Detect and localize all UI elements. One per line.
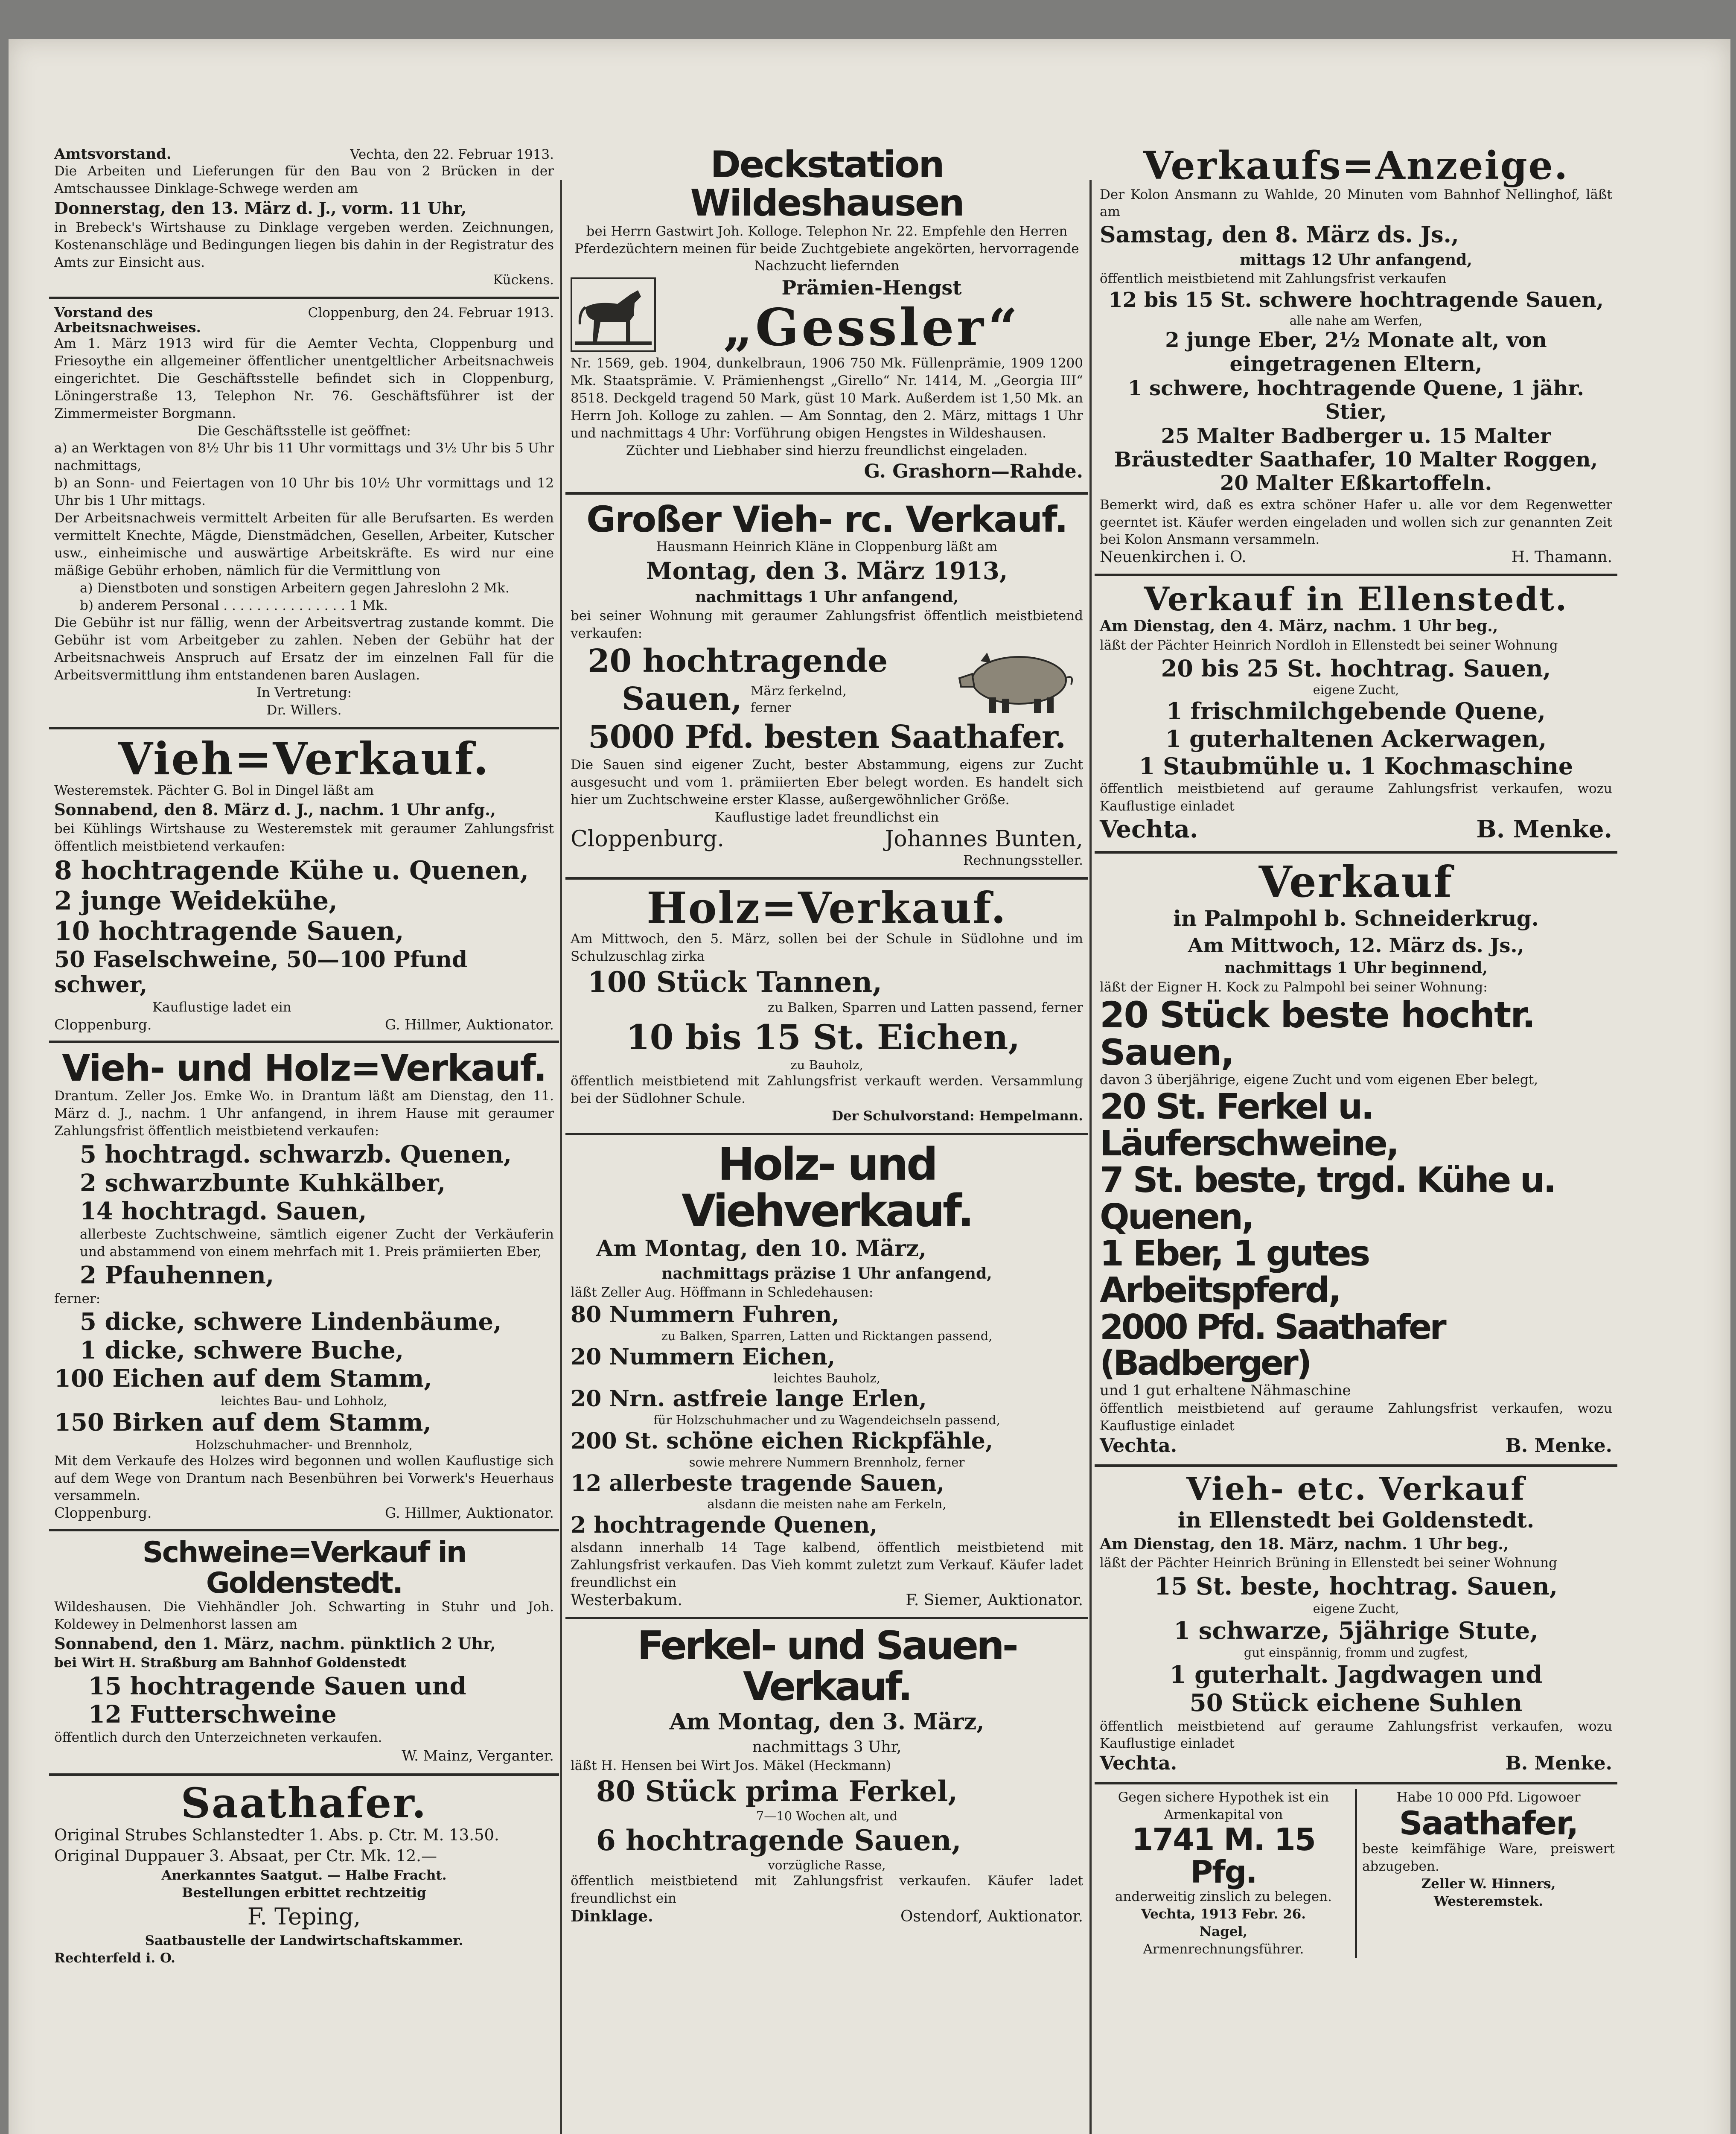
ad-item: 6 hochtragende Sauen, — [596, 1823, 961, 1857]
ad-when: Am Dienstag, den 4. März, nachm. 1 Uhr beg., — [1100, 617, 1498, 636]
ad-item: 20 Nummern Eichen, — [571, 1344, 836, 1370]
column-rule — [560, 180, 562, 2134]
ad-item: 200 St. schöne eichen Rickpfähle, — [571, 1428, 993, 1455]
ad-when: Am Mittwoch, 12. März ds. Js., — [1188, 933, 1524, 957]
ad-text: öffentlich meistbietend auf geraume Zahlungsfrist verkaufen, wozu Kauflustige einladet — [1100, 781, 1612, 814]
ad-when: Am Montag, den 3. März, — [669, 1708, 985, 1735]
ad-place: Vechta. — [1100, 1752, 1177, 1775]
ad-signature: Der Schulvorstand: Hempelmann. — [832, 1108, 1083, 1124]
ad-item: 100 Stück Tannen, — [588, 965, 883, 999]
ad-text: läßt der Pächter Heinrich Brüning in Ellenstedt bei seiner Wohnung — [1100, 1555, 1557, 1571]
ad-place: Cloppenburg. — [54, 1504, 152, 1522]
ad-item: 10 bis 15 St. Eichen, — [626, 1017, 1020, 1058]
ad-note: leichtes Bauholz, — [773, 1370, 880, 1385]
ad-text: Kauflustige ladet ein — [152, 1000, 291, 1015]
ad-note: alsdann die meisten nahe am Ferkeln, — [707, 1497, 947, 1512]
ad-item: 2 schwarzbunte Kuhkälber, — [80, 1169, 446, 1197]
ad-text: Nr. 1569, geb. 1904, dunkelbraun, 1906 750 Mk. Füllenprämie, 1909 1200 Mk. Staatsprämie. V. Prämienhengst „Girello“ Nr. 1414, M. „Georgia III“ 8518. Deckgeld tragend 50 Mark, güst 10 Mark. Außerdem ist 1,50 Mk. an Herrn Joh. Kolloge zu zahlen. — Am Sonntag, den 2. März, mittags 1 Uhr und nachmittags 4 Uhr: Vorführung obigen Hengstes in Wildeshausen. — [571, 356, 1083, 441]
ad-saathafer-hinners — [1357, 1789, 1615, 1958]
ad-place: Vechta. — [1100, 1435, 1177, 1457]
ad-text: Am 1. März 1913 wird für die Aemter Vechta, Cloppenburg und Friesoythe ein allgemeiner öffentlicher unentgeltlicher Arbeitsnachweis eingerichtet. Die Geschäftsstelle befindet sich in Cloppenburg, Löningerstraße 13, Telephon Nr. 76. Geschäftsführer ist der Zimmermeister Borgmann. — [54, 335, 554, 421]
ad-title: Großer Vieh- rc. Verkauf. — [586, 498, 1067, 540]
ad-text: Bemerkt wird, daß es extra schöner Hafer u. alle vor dem Regenwetter geerntet ist. Käufer werden eingeladen und wollen sich zur genannten Zeit bei Kolon Ansmann versammeln. — [1100, 497, 1612, 548]
ad-item: 5 dicke, schwere Lindenbäume, — [80, 1308, 502, 1336]
ad-item: 1 schwarze, 5jährige Stute, — [1174, 1616, 1538, 1645]
ad-text: Kauflustige ladet freundlichst ein — [714, 809, 939, 825]
ad-holz-vieh-verkauf — [565, 1135, 1088, 1619]
ad-signature: G. Grashorn—Rahde. — [864, 461, 1083, 483]
ad-signature: G. Hillmer, Auktionator. — [384, 1504, 554, 1522]
ad-item: 150 Birken auf dem Stamm, — [54, 1408, 431, 1437]
ad-place: Neuenkirchen i. O. — [1100, 548, 1247, 566]
ad-item: 14 hochtragd. Sauen, — [80, 1197, 367, 1225]
ad-when: Donnerstag, den 13. März d. J., vorm. 11 Uhr, — [54, 198, 467, 218]
ad-item: 20 bis 25 St. hochtrag. Sauen, — [1161, 654, 1551, 682]
ad-text: bei Wirt H. Straßburg am Bahnhof Goldenstedt — [54, 1655, 406, 1670]
ad-place: Dinklage. — [571, 1907, 653, 1926]
ad-item: 1 frischmilchgebende Quene, — [1166, 697, 1546, 725]
ad-ferkel-sauen-verkauf — [565, 1619, 1088, 1933]
ad-note: vorzügliche Rasse, — [768, 1857, 886, 1872]
ad-item: 2000 Pfd. Saathafer (Badberger) — [1100, 1307, 1445, 1383]
ad-text: beste keimfähige Ware, preiswert abzugeben. — [1362, 1841, 1615, 1874]
column-right — [1095, 140, 1617, 2134]
ad-text: Züchter und Liebhaber sind hierzu freundlichst eingeladen. — [626, 443, 1028, 458]
ad-text: in Brebeck's Wirtshause zu Dinklage vergeben werden. Zeichnungen, Kostenanschläge und Bedingungen liegen bis dahin in der Registratur des Amts zur Einsicht aus. — [54, 219, 554, 270]
ad-item: 50 Stück eichene Suhlen — [1189, 1689, 1523, 1717]
ad-signature-role: Rechnungssteller. — [963, 852, 1083, 868]
ad-text: Die Arbeiten und Lieferungen für den Bau von 2 Brücken in der Amtschaussee Dinklage-Schwege werden am — [54, 163, 554, 196]
ad-text: läßt der Pächter Heinrich Nordloh in Ellenstedt bei seiner Wohnung — [1100, 637, 1558, 653]
ad-signature: Nagel, — [1199, 1924, 1248, 1940]
ad-text: Bestellungen erbittet rechtzeitig — [182, 1885, 426, 1901]
ad-title: Verkauf in Ellenstedt. — [1144, 580, 1568, 618]
ad-item: 2 Pfauhennen, — [80, 1261, 274, 1290]
ad-place: Cloppenburg. — [54, 1016, 152, 1033]
ad-note: Holzschuhmacher- und Brennholz, — [195, 1437, 413, 1452]
ad-note: eigene Zucht, — [1313, 682, 1399, 697]
ad-when: nachmittags 1 Uhr beginnend, — [1224, 959, 1488, 977]
ad-signature: Johannes Bunten, — [885, 826, 1083, 852]
ad-signature: Kückens. — [493, 272, 554, 288]
ad-signature: In Vertretung: — [256, 685, 352, 701]
ad-signature: Dr. Willers. — [266, 703, 342, 718]
ad-when: Am Montag, den 10. März, — [596, 1236, 927, 1262]
ad-saathafer-teping — [49, 1776, 559, 1974]
ad-note: davon 3 überjährige, eigene Zucht und vom eigenen Eber belegt, — [1100, 1072, 1538, 1088]
ad-note: leichtes Bau- und Lohholz, — [221, 1393, 387, 1408]
ad-note: ferner: — [54, 1291, 101, 1306]
ad-date: Vechta, 1913 Febr. 26. — [1141, 1907, 1306, 1922]
ad-item: Sauen, — [622, 680, 742, 717]
ad-when: Montag, den 3. März 1913, — [646, 557, 1008, 585]
small-ads-row — [1095, 1784, 1617, 1958]
ad-text: öffentlich meistbietend mit Zahlungsfrist verkauft werden. Versammlung bei der Südlohner Schule. — [571, 1073, 1083, 1106]
ad-item: 12 Futterschweine — [88, 1700, 337, 1729]
ad-note: alsdann innerhalb 14 Tage kalbend, öffentlich meistbietend mit Zahlungsfrist verkaufen. Das Vieh kommt zuletzt zum Verkauf. Käufer ladet freundlichst ein — [571, 1540, 1083, 1590]
ad-title: Holz- und Viehverkauf. — [682, 1138, 972, 1237]
ad-item: 80 Stück prima Ferkel, — [596, 1774, 958, 1808]
ad-text: Hausmann Heinrich Kläne in Cloppenburg läßt am — [656, 539, 998, 554]
ad-note: gut einspännig, fromm und zugfest, — [1244, 1645, 1468, 1660]
ad-text: öffentlich durch den Unterzeichneten verkaufen. — [54, 1730, 382, 1746]
ad-item: 1 guterhalt. Jagdwagen und — [1169, 1660, 1543, 1689]
ad-item: 2 junge Eber, 2½ Monate alt, von eingetragenen Eltern, — [1165, 328, 1547, 376]
ad-note: allerbeste Zuchtschweine, sämtlich eigener Zucht der Verkäuferin und abstammend von einem mehrfach mit 1. Preis prämiierten Eber, — [80, 1227, 554, 1260]
horse-icon — [571, 277, 656, 352]
ad-signature: G. Hillmer, Auktionator. — [384, 1016, 554, 1033]
ad-text: öffentlich meistbietend mit Zahlungsfrist verkaufen. Käufer ladet freundlichst ein — [571, 1873, 1083, 1907]
ad-when: nachmittags 3 Uhr, — [752, 1738, 902, 1756]
ad-text: anderweitig zinslich zu belegen. — [1115, 1889, 1332, 1905]
ad-text: Saatbaustelle der Landwirtschaftskammer. — [145, 1933, 463, 1948]
ad-text: Der Kolon Ansmann zu Wahlde, 20 Minuten vom Bahnhof Nellinghof, läßt am — [1100, 187, 1612, 220]
ad-subtitle: in Ellenstedt bei Goldenstedt. — [1177, 1507, 1535, 1533]
ad-title: Holz=Verkauf. — [647, 882, 1007, 933]
ad-signature: Ostendorf, Auktionator. — [900, 1908, 1083, 1926]
ad-list-item: a) Dienstboten und sonstigen Arbeitern gegen Jahreslohn 2 Mk. — [80, 580, 510, 596]
ad-item: 15 hochtragende Sauen und — [88, 1672, 466, 1700]
ad-when: mittags 12 Uhr anfangend, — [1240, 251, 1472, 269]
ad-arbeitsnachweis — [49, 299, 559, 729]
ad-list-item: a) an Werktagen von 8½ Uhr bis 11 Uhr vormittags und 3½ Uhr bis 5 Uhr nachmittags, — [54, 440, 554, 474]
ad-when: nachmittags 1 Uhr anfangend, — [695, 588, 958, 606]
ad-text: Gegen sichere Hypothek ist ein Armenkapital von — [1118, 1790, 1329, 1823]
ad-text: öffentlich meistbietend auf geraume Zahlungsfrist verkaufen, wozu Kauflustige einladet — [1100, 1718, 1612, 1752]
ad-text: Die Sauen sind eigener Zucht, bester Abstammung, eigens zur Zucht ausgesucht und vom 1. prämiierten Eber belegt worden. Es handelt sich hier um Zuchtschweine erster Klasse, außergewöhnlicher Größe. — [571, 757, 1083, 808]
ad-text: öffentlich meistbietend mit Zahlungsfrist verkaufen — [1100, 271, 1447, 287]
ad-grosser-vieh-verkauf — [565, 495, 1088, 880]
ad-when: nachmittags präzise 1 Uhr anfangend, — [661, 1264, 992, 1283]
ad-note: zu Balken, Sparren und Latten passend, ferner — [767, 1000, 1083, 1016]
ad-title: Ferkel- und Sauen-Verkauf. — [637, 1622, 1017, 1710]
ad-subtitle: in Palmpohl b. Schneiderkrug. — [1173, 905, 1539, 931]
ad-item: 12 allerbeste tragende Sauen, — [571, 1470, 945, 1496]
ad-note: zu Balken, Sparren, Latten und Ricktangen passend, — [661, 1329, 993, 1344]
ad-org: Amtsvorstand. — [54, 146, 172, 163]
ad-place: Vechta. — [1100, 815, 1198, 843]
ad-title: Schweine=Verkauf in Goldenstedt. — [142, 1536, 466, 1600]
ad-title: Verkauf — [1258, 856, 1453, 907]
ad-schweine-verkauf — [49, 1531, 559, 1776]
ad-text: bei Herrn Gastwirt Joh. Kolloge. Telephon Nr. 22. Empfehle den Herren Pferdezüchtern meinen für beide Zuchtgebiete angekörten, hervorragende Nachzucht liefernden — [574, 223, 1079, 274]
ad-item: 1 dicke, schwere Buche, — [80, 1336, 404, 1364]
ad-signature: B. Menke. — [1505, 1435, 1612, 1457]
ad-text: Habe 10 000 Pfd. Ligowoer — [1396, 1790, 1581, 1805]
ad-item: 2 junge Weidekühe, — [54, 886, 338, 916]
ad-item: 20 Stück beste hochtr. Sauen, — [1100, 994, 1535, 1073]
ad-list-item: b) an Sonn- und Feiertagen von 10 Uhr bis 10½ Uhr vormittags und 12 Uhr bis 1 Uhr mittags. — [54, 475, 554, 509]
ad-text: Am Mittwoch, den 5. März, sollen bei der Schule in Südlohne und im Schulzuschlag zirka — [571, 931, 1083, 964]
ad-place: Rechterfeld i. O. — [54, 1950, 175, 1966]
ad-place: Westeremstek. — [1433, 1893, 1544, 1909]
ad-vieh-holz-verkauf — [49, 1043, 559, 1531]
ad-text: Drantum. Zeller Jos. Emke Wo. in Drantum läßt am Dienstag, den 11. März d. J., nachm. 1 Uhr anfangend, in ihrem Hause mit geraumer Zahlungsfrist öffentlich meistbietend verkaufen: — [54, 1088, 554, 1139]
ad-verkauf-palmpohl — [1095, 854, 1617, 1467]
ad-title: „Gessler“ — [723, 297, 1020, 358]
ad-verkaufs-anzeige — [1095, 140, 1617, 576]
ad-vieh-verkauf — [49, 729, 559, 1043]
ad-item: 1 schwere, hochtragende Quene, 1 jähr. Stier, — [1128, 376, 1584, 424]
ad-date: Cloppenburg, den 24. Februar 1913. — [308, 305, 554, 321]
ad-title: Verkaufs=Anzeige. — [1143, 143, 1569, 188]
ad-note: zu Bauholz, — [790, 1058, 863, 1073]
ad-item: 20 Nrn. astfreie lange Erlen, — [571, 1386, 927, 1412]
ad-item: 20 St. Ferkel u. Läuferschweine, — [1100, 1087, 1398, 1164]
ad-text: bei Kühlings Wirtshause zu Westeremstek mit geraumer Zahlungsfrist öffentlich meistbietend verkaufen: — [54, 821, 554, 854]
ad-holz-verkauf — [565, 880, 1088, 1135]
ad-amount: 1741 M. 15 Pfg. — [1132, 1822, 1315, 1890]
ad-amtsvorstand — [49, 140, 559, 299]
ad-place: Westerbakum. — [571, 1591, 682, 1609]
ad-place: Cloppenburg. — [571, 826, 725, 852]
ad-signature-role: Armenrechnungsführer. — [1143, 1942, 1304, 1957]
newspaper-page — [9, 39, 1730, 2134]
ad-when: Am Dienstag, den 18. März, nachm. 1 Uhr beg., — [1100, 1535, 1509, 1553]
ad-text: läßt der Eigner H. Kock zu Palmpohl bei seiner Wohnung: — [1100, 979, 1488, 995]
ad-note: alle nahe am Werfen, — [1289, 313, 1423, 328]
ad-date: Vechta, den 22. Februar 1913. — [350, 147, 554, 162]
ad-note: für Holzschuhmacher und zu Wagendeichseln passend, — [653, 1413, 1000, 1428]
ad-item: 1 Eber, 1 gutes Arbeitspferd, — [1100, 1233, 1369, 1311]
ad-text: öffentlich meistbietend auf geraume Zahlungsfrist verkaufen, wozu Kauflustige einladet — [1100, 1401, 1612, 1434]
ad-text: Original Duppauer 3. Absaat, per Ctr. Mk. 12.— — [54, 1846, 437, 1865]
ad-when: Sonnabend, den 8. März d. J., nachm. 1 Uhr anfg., — [54, 800, 496, 819]
pig-icon — [955, 644, 1083, 717]
ad-text: bei seiner Wohnung mit geraumer Zahlungsfrist öffentlich meistbietend verkaufen: — [571, 608, 1083, 641]
ad-title: Saathafer. — [181, 1779, 428, 1828]
ad-item: 8 hochtragende Kühe u. Quenen, — [54, 855, 529, 886]
ad-text: Wildeshausen. Die Viehhändler Joh. Schwarting in Stuhr und Joh. Koldewey in Delmenhorst lassen am — [54, 1599, 554, 1632]
ad-text: Der Arbeitsnachweis vermittelt Arbeiten für alle Berufsarten. Es werden vermittelt Knechte, Mägde, Dienstmädchen, Gesellen, Arbeiter, Kutscher usw., einheimische und auswärtige Arbeitskräfte. Es wird nur eine mäßige Gebühr erhoben, nämlich für die Vermittlung von — [54, 510, 554, 578]
column-rule — [1089, 180, 1092, 2134]
ad-text: Die Geschäftsstelle ist geöffnet: — [197, 423, 411, 439]
ad-signature: F. Siemer, Auktionator. — [906, 1591, 1083, 1609]
ad-note: und 1 gut erhaltene Nähmaschine — [1100, 1382, 1351, 1399]
ad-item: 7 St. beste, trgd. Kühe u. Quenen, — [1100, 1160, 1555, 1238]
ad-item: 1 guterhaltenen Ackerwagen, — [1165, 725, 1547, 752]
ad-signature: W. Mainz, Verganter. — [402, 1747, 554, 1765]
ad-item: 50 Faselschweine, 50—100 Pfund schwer, — [54, 946, 468, 998]
ad-text: Anerkanntes Saatgut. — Halbe Fracht. — [161, 1867, 447, 1883]
ad-item: 1 Staubmühle u. 1 Kochmaschine — [1139, 752, 1573, 780]
ad-text: Westeremstek. Pächter G. Bol in Dingel läßt am — [54, 783, 374, 799]
ad-text: läßt H. Hensen bei Wirt Jos. Mäkel (Heckmann) — [571, 1758, 891, 1774]
ad-text: läßt Zeller Aug. Höffmann in Schledehausen: — [571, 1285, 874, 1300]
ad-when: Sonnabend, den 1. März, nachm. pünktlich 2 Uhr, — [54, 1634, 496, 1653]
ad-signature: F. Teping, — [247, 1903, 361, 1930]
ad-org: Vorstand des Arbeitsnachweises. — [54, 304, 201, 335]
ad-signature: Zeller W. Hinners, — [1421, 1876, 1556, 1892]
ad-title: Vieh=Verkauf. — [118, 732, 490, 785]
ad-title: Saathafer, — [1399, 1804, 1578, 1842]
ad-verkauf-ellenstedt — [1095, 576, 1617, 853]
ad-item: 15 St. beste, hochtrag. Sauen, — [1154, 1572, 1558, 1601]
ad-title: Vieh- und Holz=Verkauf. — [62, 1047, 546, 1090]
ad-item: 12 bis 15 St. schwere hochtragende Sauen, — [1108, 288, 1604, 312]
ad-item: 100 Eichen auf dem Stamm, — [54, 1364, 432, 1393]
ad-list-item: b) anderem Personal . . . . . . . . . . . . . . . 1 Mk. — [80, 598, 388, 613]
ad-item: 20 hochtragende — [588, 642, 888, 679]
ad-text: Mit dem Verkaufe des Holzes wird begonnen und wollen Kauflustige sich auf dem Wege von Drantum nach Besenbühren bei Vorwerk's Heuerhaus versammeln. — [54, 1453, 554, 1504]
ad-note: sowie mehrere Nummern Brennholz, ferner — [689, 1455, 965, 1469]
ad-item: 2 hochtragende Quenen, — [571, 1512, 878, 1539]
column-left — [49, 140, 559, 2134]
ad-title: Vieh- etc. Verkauf — [1186, 1471, 1526, 1508]
ad-note: März ferkelnd, ferner — [750, 683, 847, 715]
column-middle — [565, 140, 1088, 2134]
ad-when: Samstag, den 8. März ds. Js., — [1100, 222, 1459, 248]
ad-item: 5000 Pfd. besten Saathafer. — [588, 719, 1066, 756]
ad-note: eigene Zucht, — [1313, 1601, 1399, 1616]
ad-signature: B. Menke. — [1505, 1752, 1612, 1775]
ad-signature: H. Thamann. — [1511, 548, 1612, 566]
ad-item: 5 hochtragd. schwarzb. Quenen, — [80, 1140, 512, 1169]
ad-item: 80 Nummern Fuhren, — [571, 1302, 840, 1328]
ad-armenkapital — [1097, 1789, 1357, 1958]
ad-item: 25 Malter Badberger u. 15 Malter Bräustedter Saathafer, 10 Malter Roggen, 20 Malter Eßkartoffeln. — [1114, 424, 1598, 496]
ad-note: 7—10 Wochen alt, und — [756, 1808, 898, 1823]
ad-item: 10 hochtragende Sauen, — [54, 916, 404, 946]
ad-vieh-verkauf-ellenstedt — [1095, 1467, 1617, 1784]
ad-signature: B. Menke. — [1476, 815, 1612, 843]
ad-title: Deckstation Wildeshausen — [690, 143, 964, 225]
ad-subtitle: Prämien-Hengst — [781, 276, 962, 300]
ad-text: Die Gebühr ist nur fällig, wenn der Arbeitsvertrag zustande kommt. Die Gebühr ist vom Arbeitgeber zu zahlen. Neben der Gebühr hat der Arbeitsnachweis Anspruch auf Ersatz der im einzelnen Fall für die Arbeitsvermittlung ihm entstandenen baren Auslagen. — [54, 615, 554, 683]
ad-text: Original Strubes Schlanstedter 1. Abs. p. Ctr. M. 13.50. — [54, 1826, 499, 1844]
ad-deckstation — [565, 140, 1088, 495]
